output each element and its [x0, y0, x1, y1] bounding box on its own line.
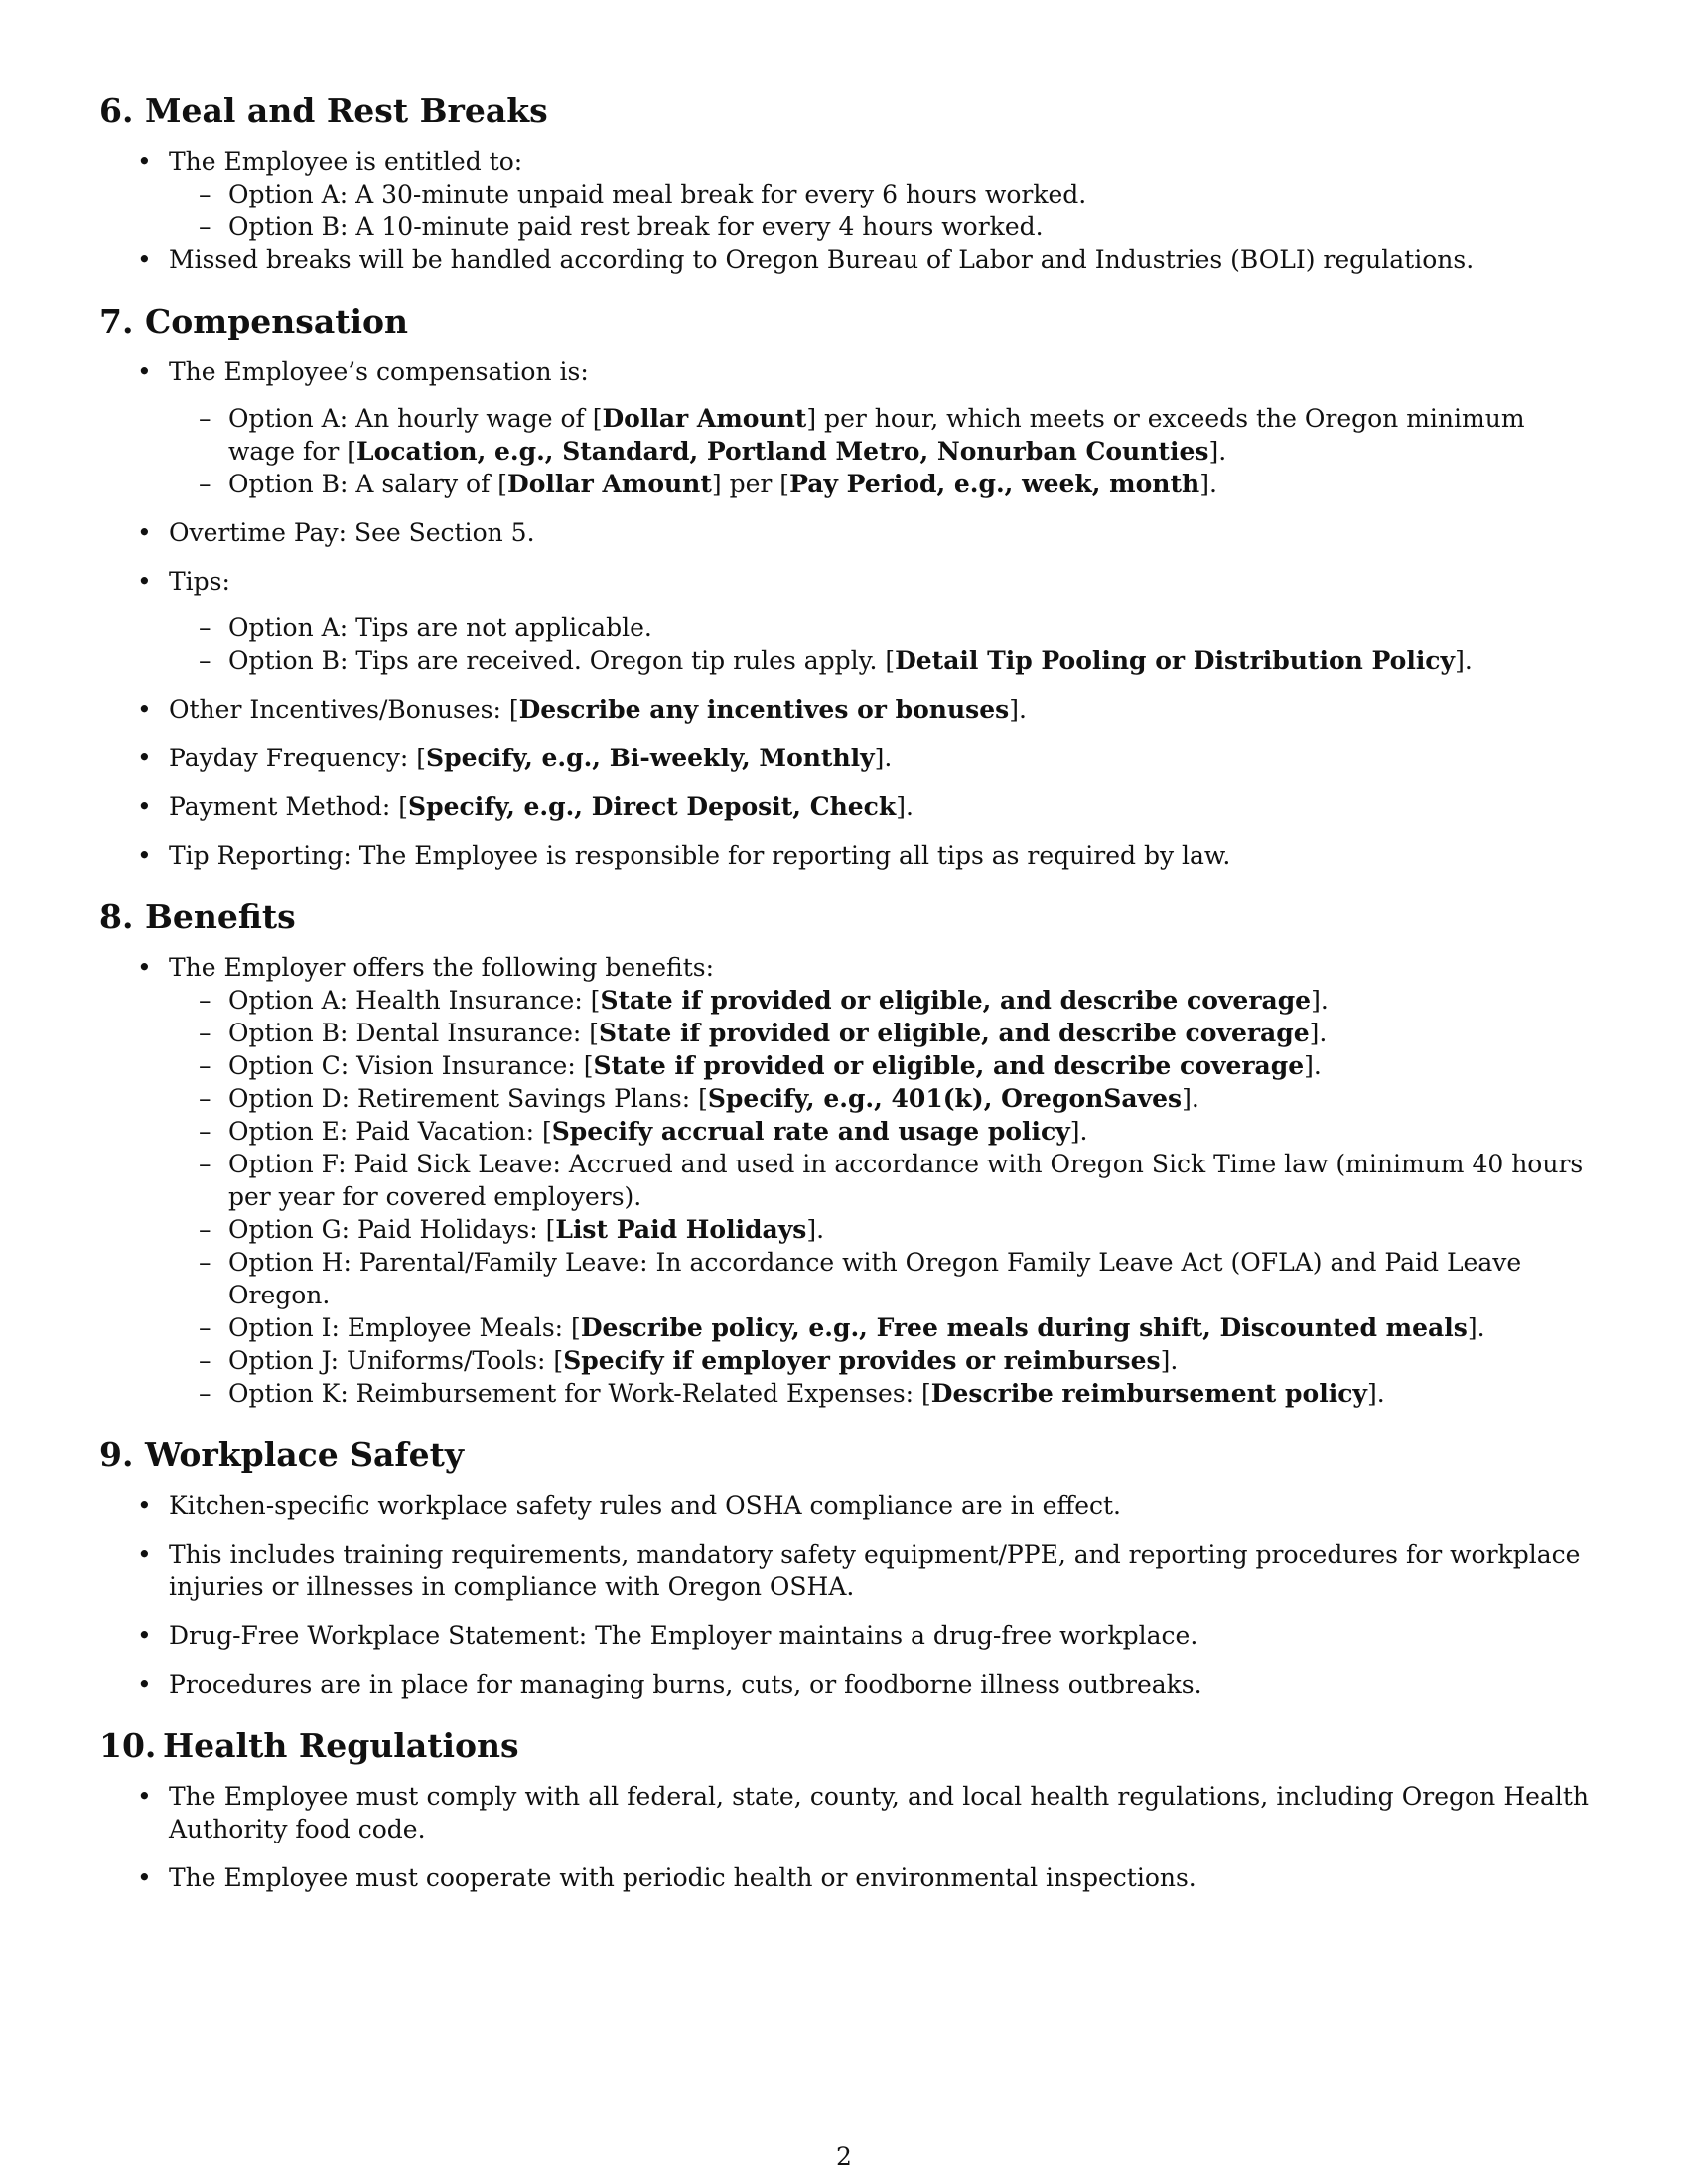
section-number: 6. [99, 91, 134, 130]
sub-list-item [169, 1017, 1589, 1049]
text: ]. [1366, 1379, 1385, 1408]
list-item [99, 790, 1589, 823]
sub-list-item [169, 1115, 1589, 1148]
text: Option J: Uniforms/Tools: [ [228, 1346, 564, 1375]
placeholder-field: Specify if employer provides or reimburses [563, 1346, 1161, 1375]
section-workplace-safety [99, 1435, 1589, 1701]
text: Payday Frequency: [ [169, 744, 427, 772]
section-heading [99, 91, 1589, 131]
list-item [99, 693, 1589, 726]
text: ]. [1467, 1313, 1485, 1342]
placeholder-field: Specify, e.g., Bi-weekly, Monthly [426, 744, 875, 772]
text: Option B: A salary of [ [228, 470, 508, 498]
list-item: • Drug-Free Workplace Statement: The Employer maintains a drug-free workplace. [99, 1619, 1589, 1652]
placeholder-field: Pay Period, e.g., week, month [789, 470, 1200, 498]
text: ]. [896, 792, 914, 821]
bullet-list [99, 355, 1589, 872]
text: ]. [1182, 1084, 1199, 1113]
placeholder-field: State if provided or eligible, and describe coverage [599, 1019, 1310, 1047]
placeholder-field: Location, e.g., Standard, Portland Metro, Nonurban Counties [356, 437, 1209, 466]
sub-list [169, 984, 1589, 1410]
sub-list-item [169, 1311, 1589, 1344]
list-item: • Overtime Pay: See Section 5. [99, 516, 1589, 549]
list-item: • This includes training requirements, mandatory safety equipment/PPE, and reporting procedures for workplace injuries or illnesses in compliance with Oregon OSHA. [99, 1538, 1589, 1603]
text: ]. [1309, 1019, 1328, 1047]
text: ]. [874, 744, 893, 772]
list-item-text: The Employee is entitled to: [169, 147, 523, 176]
sub-list-item [169, 1049, 1589, 1082]
section-health-regulations [99, 1726, 1589, 1894]
bullet-list [99, 951, 1589, 1410]
text: Other Incentives/Bonuses: [ [169, 695, 519, 724]
bullet-list [99, 1780, 1589, 1894]
text: Payment Method: [ [169, 792, 409, 821]
text: Option F: Paid Sick Leave: Accrued and used in accordance with Oregon Sick Time law (minimum 40 hours per year for covered employers). [228, 1150, 1584, 1211]
list-item: • Missed breaks will be handled according to Oregon Bureau of Labor and Industries (BOLI) regulations. [99, 243, 1589, 276]
text: ]. [1069, 1117, 1088, 1146]
sub-list-item [169, 1213, 1589, 1246]
sub-list-item [169, 1344, 1589, 1377]
sub-list-item [169, 644, 1589, 677]
placeholder-field: Dollar Amount [507, 470, 712, 498]
sub-list-item [169, 468, 1589, 500]
text: ]. [1208, 437, 1227, 466]
list-item: • Kitchen-specific workplace safety rules and OSHA compliance are in effect. [99, 1489, 1589, 1522]
text: Option I: Employee Meals: [ [228, 1313, 581, 1342]
text: ]. [1160, 1346, 1179, 1375]
sub-list-item [169, 1377, 1589, 1410]
section-benefits [99, 897, 1589, 1410]
text: ]. [806, 1215, 825, 1244]
section-number: 8. [99, 897, 134, 936]
section-heading [99, 302, 1589, 341]
text: ]. [1455, 646, 1473, 675]
text: Option A: An hourly wage of [ [228, 404, 603, 433]
text: Option D: Retirement Savings Plans: [ [228, 1084, 708, 1113]
placeholder-field: Dollar Amount [602, 404, 807, 433]
placeholder-field: Specify, e.g., Direct Deposit, Check [408, 792, 897, 821]
sub-list-item [169, 1148, 1589, 1213]
text: Option B: Tips are received. Oregon tip rules apply. [ [228, 646, 896, 675]
list-item: • Procedures are in place for managing burns, cuts, or foodborne illness outbreaks. [99, 1668, 1589, 1701]
sub-list [169, 178, 1589, 243]
text: ]. [1304, 1051, 1322, 1080]
list-item: • Tip Reporting: The Employee is responsible for reporting all tips as required by law. [99, 839, 1589, 872]
list-item: • The Employee must comply with all federal, state, county, and local health regulations, including Oregon Health Authority food code. [99, 1780, 1589, 1845]
list-item-text: The Employee’s compensation is: [169, 357, 589, 386]
list-item [99, 145, 1589, 243]
text: ]. [1311, 986, 1329, 1015]
placeholder-field: Describe policy, e.g., Free meals during shift, Discounted meals [580, 1313, 1468, 1342]
sub-list-item: – Option A: Tips are not applicable. [169, 612, 1589, 644]
sub-list-item: – Option B: A 10-minute paid rest break for every 4 hours worked. [169, 210, 1589, 243]
list-item: • The Employee must cooperate with periodic health or environmental inspections. [99, 1861, 1589, 1894]
document-page [99, 91, 1589, 1920]
section-heading [99, 1435, 1589, 1475]
section-title: Compensation [145, 302, 408, 341]
section-number: 9. [99, 1435, 134, 1474]
text: Option A: Health Insurance: [ [228, 986, 601, 1015]
bullet-list [99, 145, 1589, 276]
sub-list [169, 612, 1589, 677]
placeholder-field: Specify accrual rate and usage policy [551, 1117, 1070, 1146]
section-title: Meal and Rest Breaks [145, 91, 548, 130]
sub-list [169, 402, 1589, 500]
text: Option B: Dental Insurance: [ [228, 1019, 599, 1047]
list-item [99, 742, 1589, 774]
text: Option H: Parental/Family Leave: In accordance with Oregon Family Leave Act (OFLA) and Paid Leave Oregon. [228, 1248, 1522, 1309]
sub-list-item [169, 1082, 1589, 1115]
section-number: 10. [99, 1726, 157, 1765]
placeholder-field: Describe reimbursement policy [930, 1379, 1367, 1408]
placeholder-field: Detail Tip Pooling or Distribution Policy [895, 646, 1456, 675]
list-item-text: The Employer offers the following benefits: [169, 953, 715, 982]
text: ]. [1199, 470, 1217, 498]
section-number: 7. [99, 302, 134, 341]
text: ] per hour, which meets or exceeds the Oregon minimum wage for [ [228, 404, 1525, 466]
placeholder-field: State if provided or eligible, and describe coverage [593, 1051, 1305, 1080]
text: Option K: Reimbursement for Work-Related Expenses: [ [228, 1379, 931, 1408]
section-title: Workplace Safety [145, 1435, 465, 1474]
text: Option G: Paid Holidays: [ [228, 1215, 556, 1244]
section-title: Health Regulations [163, 1726, 519, 1765]
bullet-list [99, 1489, 1589, 1701]
section-title: Benefits [145, 897, 296, 936]
text: ] per [ [711, 470, 790, 498]
list-item-text: Tips: [169, 567, 230, 596]
text: Option C: Vision Insurance: [ [228, 1051, 594, 1080]
section-heading [99, 897, 1589, 937]
list-item [99, 355, 1589, 500]
sub-list-item [169, 1246, 1589, 1311]
placeholder-field: List Paid Holidays [555, 1215, 807, 1244]
text: ]. [1009, 695, 1027, 724]
section-meal-rest-breaks [99, 91, 1589, 276]
text: Option E: Paid Vacation: [ [228, 1117, 552, 1146]
section-compensation [99, 302, 1589, 872]
sub-list-item [169, 984, 1589, 1017]
list-item [99, 565, 1589, 677]
placeholder-field: Specify, e.g., 401(k), OregonSaves [707, 1084, 1183, 1113]
placeholder-field: State if provided or eligible, and describe coverage [600, 986, 1312, 1015]
sub-list-item [169, 402, 1589, 468]
page-number: 2 [836, 2142, 852, 2171]
sub-list-item: – Option A: A 30-minute unpaid meal break for every 6 hours worked. [169, 178, 1589, 210]
list-item [99, 951, 1589, 1410]
section-heading [99, 1726, 1589, 1766]
placeholder-field: Describe any incentives or bonuses [518, 695, 1010, 724]
